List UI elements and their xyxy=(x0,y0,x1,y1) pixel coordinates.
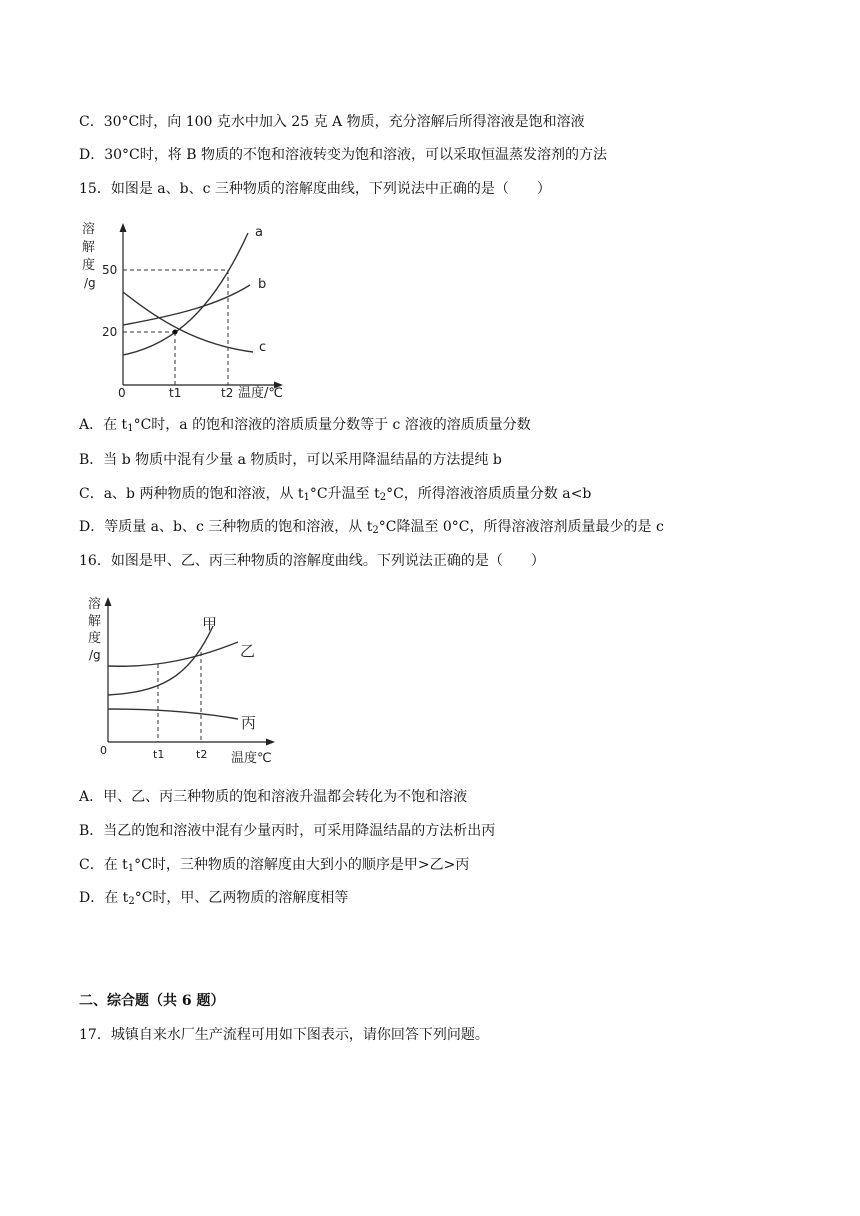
q16-option-c-text-1: C．在 t xyxy=(79,857,128,873)
q15-option-d-sub: 2 xyxy=(372,525,379,536)
q15-xtick-t1: t1 xyxy=(169,386,182,400)
q15-y-arrow xyxy=(120,223,127,232)
q15-curve-label-c: c xyxy=(259,340,267,355)
q16-ylabel-3: 度 xyxy=(88,631,102,646)
q16-option-d-text-1: D．在 t xyxy=(79,890,129,906)
q16-option-d xyxy=(79,889,348,911)
q15-curve-a xyxy=(123,233,248,355)
section-2-title: 二、综合题（共 6 题） xyxy=(79,993,225,1009)
q16-xtick-t2: t2 xyxy=(196,748,208,761)
q15-ylabel-3: 度 xyxy=(82,258,96,273)
q15-option-c-text-3: °C，所得溶液溶质质量分数 a<b xyxy=(386,486,592,502)
q16-origin: 0 xyxy=(100,744,107,757)
q16-option-d-sub: 2 xyxy=(128,896,135,907)
q16-curve-jia xyxy=(108,626,213,695)
q15-curve-label-b: b xyxy=(258,277,267,292)
q15-xtick-t2: t2 xyxy=(221,386,234,400)
q15-option-c-sub-1: 1 xyxy=(303,492,310,503)
q14-option-c: C．30°C时，向 100 克水中加入 25 克 A 物质，充分溶解后所得溶液是饱和溶液 xyxy=(79,114,585,130)
q16-curve-label-bing: 丙 xyxy=(241,714,257,732)
q15-option-c-sub-2: 2 xyxy=(379,492,387,503)
q15-option-a-text-1: A．在 t xyxy=(79,417,128,433)
q15-ylabel-1: 溶 xyxy=(82,222,96,237)
q15-xlabel: 温度/℃ xyxy=(238,386,283,400)
q15-option-d xyxy=(79,518,664,540)
q15-ylabel-2: 解 xyxy=(82,240,96,255)
q14-option-d: D．30°C时，将 B 物质的不饱和溶液转变为饱和溶液，可以采取恒温蒸发溶剂的方法 xyxy=(79,147,607,163)
q15-origin: 0 xyxy=(118,386,126,400)
q16-ylabel-2: 解 xyxy=(88,614,102,629)
q16-y-arrow xyxy=(105,597,112,606)
q15-option-c-text-2: °C升温至 t xyxy=(309,486,380,502)
q15-curve-label-a: a xyxy=(255,225,263,240)
q15-curve-b xyxy=(123,285,250,325)
q16-option-d-text-2: °C时，甲、乙两物质的溶解度相等 xyxy=(134,890,349,906)
q15-option-a xyxy=(79,416,531,438)
q16-option-c xyxy=(79,856,469,878)
q16-xlabel: 温度℃ xyxy=(231,751,272,766)
q16-ylabel-1: 溶 xyxy=(88,597,102,612)
q15-intersection-dot xyxy=(173,330,178,335)
q16-stem: 16．如图是甲、乙、丙三种物质的溶解度曲线。下列说法正确的是（ ） xyxy=(79,553,545,569)
q16-solubility-graph xyxy=(78,588,288,768)
q16-curve-yi xyxy=(108,642,238,666)
q15-solubility-graph xyxy=(78,215,298,400)
q15-ytick-50: 50 xyxy=(102,263,118,277)
q15-ytick-20: 20 xyxy=(102,325,118,339)
q16-option-b: B．当乙的饱和溶液中混有少量丙时，可采用降温结晶的方法析出丙 xyxy=(79,823,496,839)
q15-option-c-text-1: C．a、b 两种物质的饱和溶液，从 t xyxy=(79,486,304,502)
q15-option-c xyxy=(79,485,591,507)
q15-ylabel-4: /g xyxy=(84,276,96,290)
q16-option-c-text-2: °C时，三种物质的溶解度由大到小的顺序是甲>乙>丙 xyxy=(134,857,470,873)
q16-option-c-sub: 1 xyxy=(127,863,135,874)
q16-curve-bing xyxy=(108,709,238,719)
q15-option-d-text-2: °C降温至 0°C，所得溶液溶剂质量最少的是 c xyxy=(378,519,664,535)
q17-stem: 17．城镇自来水厂生产流程可用如下图表示，请你回答下列问题。 xyxy=(79,1027,489,1043)
q15-option-a-text-2: °C时，a 的饱和溶液的溶质质量分数等于 c 溶液的溶质质量分数 xyxy=(133,417,531,433)
q16-x-arrow xyxy=(266,739,275,746)
q15-option-d-text-1: D．等质量 a、b、c 三种物质的饱和溶液，从 t xyxy=(79,519,373,535)
q16-xtick-t1: t1 xyxy=(153,748,165,761)
q16-ylabel-4: /g xyxy=(89,648,101,662)
q16-option-a: A．甲、乙、丙三种物质的饱和溶液升温都会转化为不饱和溶液 xyxy=(79,789,468,805)
q15-option-a-sub: 1 xyxy=(127,423,134,434)
q15-stem: 15．如图是 a、b、c 三种物质的溶解度曲线，下列说法中正确的是（ ） xyxy=(79,181,551,197)
q16-curve-label-jia: 甲 xyxy=(202,615,218,633)
q15-option-b: B．当 b 物质中混有少量 a 物质时，可以采用降温结晶的方法提纯 b xyxy=(79,452,502,468)
q16-curve-label-yi: 乙 xyxy=(240,642,256,660)
